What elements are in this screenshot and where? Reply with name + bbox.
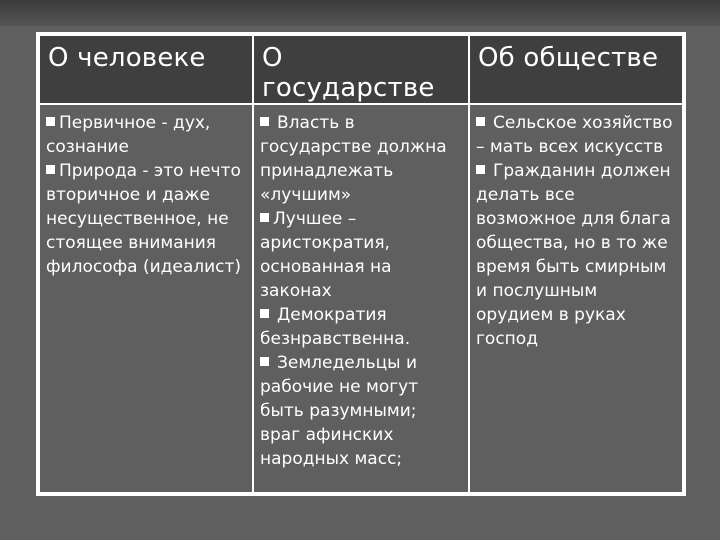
list-item: Гражданин должен делать все возможное для блага общества, но в то же время быть смирным и послушным орудием в руках господ xyxy=(476,161,671,349)
square-bullet-icon xyxy=(260,213,269,222)
list-item: Природа - это нечто вторичное и даже несущественное, не стоящее внимания философа (идеалист) xyxy=(46,161,242,277)
square-bullet-icon xyxy=(476,165,485,174)
square-bullet-icon xyxy=(260,357,269,366)
table-header-row xyxy=(39,35,683,104)
table-body-row xyxy=(39,104,683,493)
list-item: Первичное - дух, сознание xyxy=(46,113,211,157)
list-item: Земледельцы и рабочие не могут быть разумными; враг афинских народных масс; xyxy=(260,353,419,469)
square-bullet-icon xyxy=(476,117,485,126)
header-about-society: Об обществе xyxy=(469,35,683,104)
cell-about-society xyxy=(469,104,683,493)
list-item: Сельское хозяйство – мать всех искусств xyxy=(476,113,673,157)
cell-about-state xyxy=(253,104,469,493)
header-about-human: О человеке xyxy=(39,35,253,104)
list-item: Власть в государстве должна принадлежать «лучшим» xyxy=(260,113,447,205)
square-bullet-icon xyxy=(46,117,55,126)
comparison-table xyxy=(36,32,686,496)
square-bullet-icon xyxy=(46,165,55,174)
cell-about-human xyxy=(39,104,253,493)
list-item: Демократия безнравственна. xyxy=(260,305,411,349)
list-item: Лучшее – аристократия, основанная на законах xyxy=(260,209,392,301)
header-about-state: О государстве xyxy=(253,35,469,104)
slide-top-band xyxy=(0,0,720,26)
square-bullet-icon xyxy=(260,309,269,318)
square-bullet-icon xyxy=(260,117,269,126)
